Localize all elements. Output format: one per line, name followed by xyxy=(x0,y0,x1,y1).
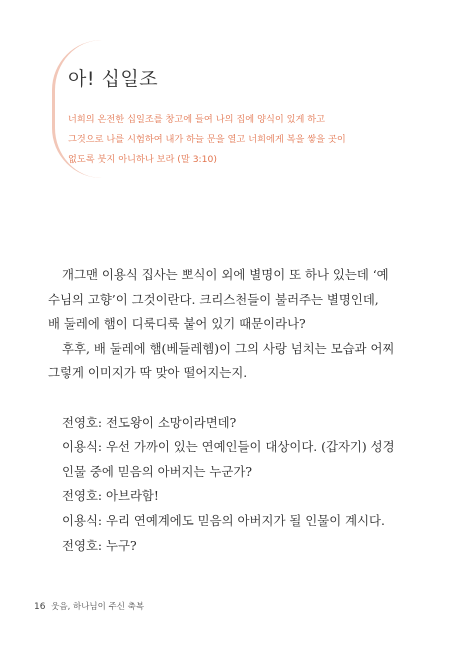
page-number: 16 xyxy=(34,602,46,612)
verse-line: 그것으로 나를 시험하여 내가 하늘 문을 열고 너희에게 복을 쌓을 곳이 xyxy=(68,134,346,145)
paragraph-line: 수님의 고향’이 그것이란다. 크리스천들이 불러주는 별명인데, xyxy=(48,291,379,307)
epigraph-verse xyxy=(68,110,408,170)
dialogue-line: 이용식: 우선 가까이 있는 연예인들이 대상이다. (갑자기) 성경 xyxy=(62,439,395,455)
paragraph-line: 배 둘레에 햄이 디룩디룩 붙어 있기 때문이라나? xyxy=(48,316,306,332)
paragraph-line: 개그맨 이용식 집사는 뽀식이 외에 별명이 또 하나 있는데 ‘예 xyxy=(62,267,389,282)
dialogue-line: 전영호: 아브라함! xyxy=(62,488,159,504)
verse-line: 없도록 붓지 아니하나 보라 (말 3:10) xyxy=(68,154,217,165)
paragraph-line: 그렇게 이미지가 딱 맞아 떨어지는지. xyxy=(48,365,248,381)
running-title: 웃음, 하나님이 주신 축복 xyxy=(51,602,145,612)
dialogue-line: 이용식: 우리 연예계에도 믿음의 아버지가 될 인물이 계시다. xyxy=(62,512,385,528)
verse-line: 너희의 온전한 십일조를 창고에 들여 나의 집에 양식이 있게 하고 xyxy=(68,114,326,125)
body-text xyxy=(48,263,418,558)
dialogue-line: 전영호: 전도왕이 소망이라면데? xyxy=(62,414,237,430)
dialogue-line: 인물 중에 믿음의 아버지는 누군가? xyxy=(62,463,252,479)
dialogue-line: 전영호: 누구? xyxy=(62,537,137,553)
paragraph-line: 후후, 배 둘레에 햄(베들레헴)이 그의 사랑 넘치는 모습과 어찌 xyxy=(62,340,395,356)
chapter-title: 아! 십일조 xyxy=(68,68,159,90)
page-footer xyxy=(34,600,144,612)
